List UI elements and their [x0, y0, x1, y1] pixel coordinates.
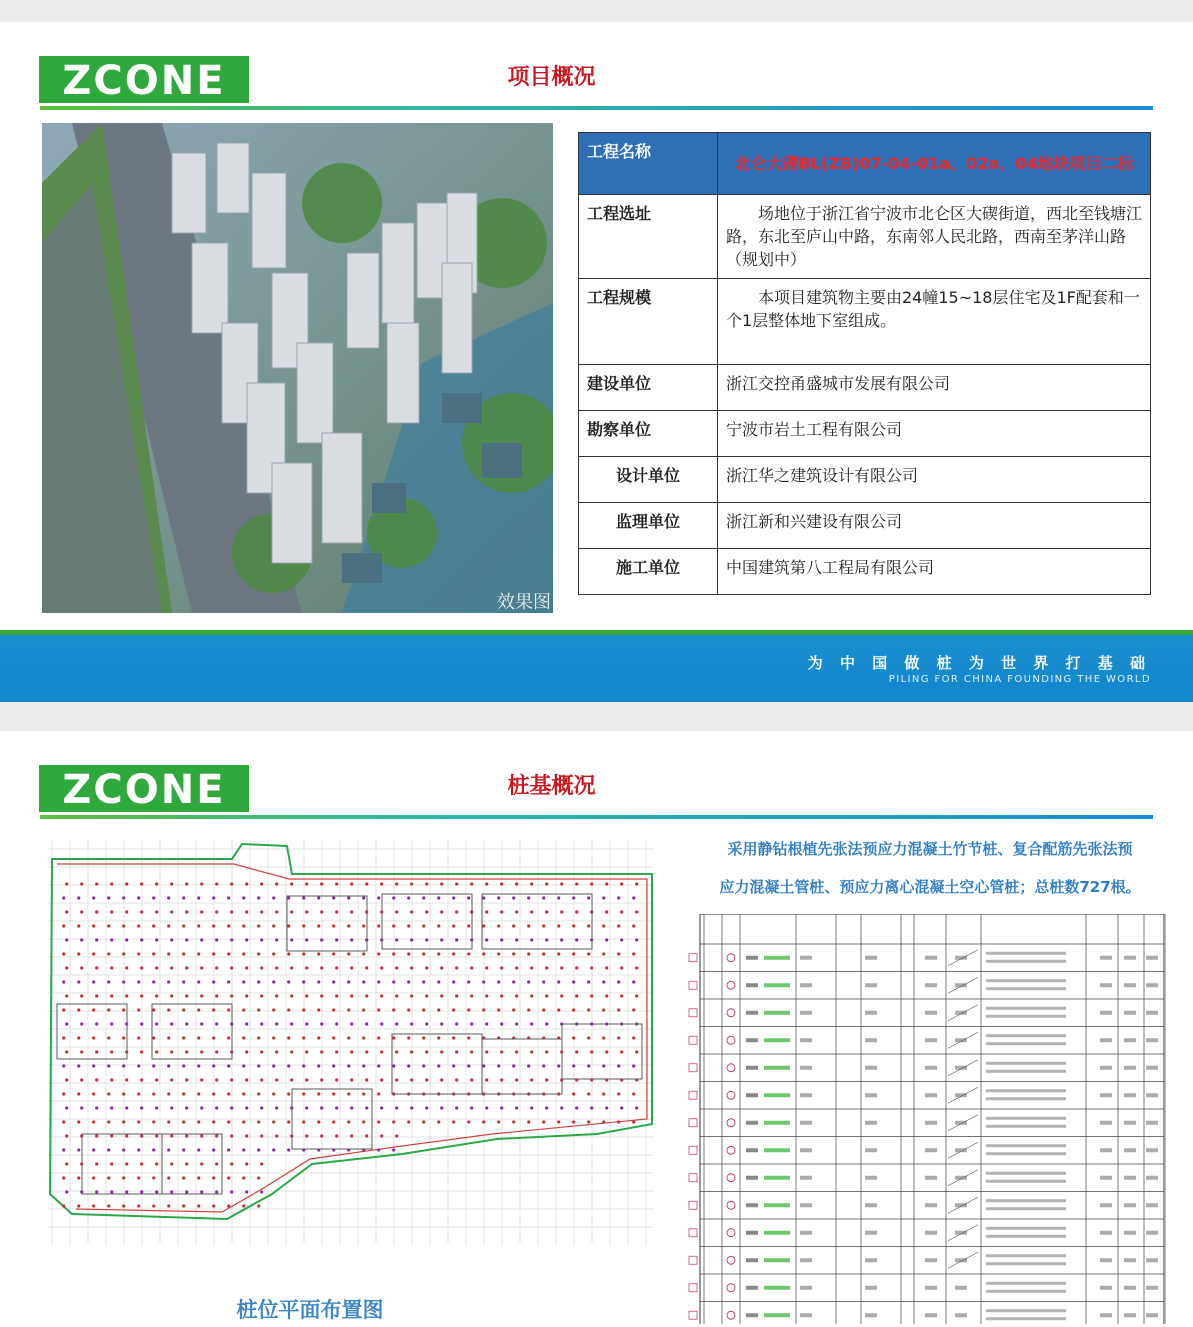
- slide-title: 项目概况: [507, 65, 596, 90]
- row-value: 北仑大碶BL(ZB)07-04-01a、02a、04地块项目二标: [718, 133, 1151, 195]
- row-value: 浙江新和兴建设有限公司: [718, 503, 1151, 549]
- row-value: 场地位于浙江省宁波市北仑区大碶街道，西北至钱塘江路，东北至庐山中路，东南邻人民北路，西南至茅洋山路（规划中）: [718, 195, 1151, 279]
- table-row: [579, 503, 1151, 549]
- row-value: 中国建筑第八工程局有限公司: [718, 549, 1151, 595]
- title-rule: [40, 106, 1153, 110]
- plan-caption: 桩位平面布置图: [236, 1298, 384, 1322]
- slide-project-overview: [0, 22, 1193, 702]
- slide-pile-overview: [0, 731, 1193, 1327]
- project-info-table: [578, 132, 1151, 595]
- table-row: [579, 133, 1151, 195]
- row-key: 建设单位: [579, 365, 718, 411]
- table-row: [579, 279, 1151, 365]
- pile-description-line2: 应力混凝土管桩、预应力离心混凝土空心管桩；总桩数727根。: [719, 878, 1141, 896]
- slogan-en: PILING FOR CHINA FOUNDING THE WORLD: [888, 674, 1151, 685]
- pile-layout-drawing: [42, 834, 660, 1254]
- row-value: 浙江交控甬盛城市发展有限公司: [718, 365, 1151, 411]
- table-row: [579, 457, 1151, 503]
- row-value: 本项目建筑物主要由24幢15~18层住宅及1F配套和一个1层整体地下室组成。: [718, 279, 1151, 365]
- slogan-band: [0, 630, 1193, 702]
- row-key: 监理单位: [579, 503, 718, 549]
- row-key: 设计单位: [579, 457, 718, 503]
- pile-description-line1: 采用静钻根植先张法预应力混凝土竹节桩、复合配筋先张法预: [727, 840, 1133, 858]
- pile-spec-table: [686, 914, 1166, 1324]
- row-value: 宁波市岩土工程有限公司: [718, 411, 1151, 457]
- row-key: 施工单位: [579, 549, 718, 595]
- table-row: [579, 195, 1151, 279]
- slogan-cn: 为 中 国 做 桩 为 世 界 打 基 础: [807, 654, 1151, 672]
- table-row: [579, 365, 1151, 411]
- slide-title: 桩基概况: [507, 774, 596, 799]
- row-key: 勘察单位: [579, 411, 718, 457]
- photo-watermark: 效果图: [497, 592, 551, 613]
- table-row: [579, 411, 1151, 457]
- svg-text:ZCONE: ZCONE: [62, 767, 226, 812]
- rendering-photo: [42, 123, 553, 613]
- title-rule: [40, 815, 1153, 819]
- svg-text:ZCONE: ZCONE: [62, 58, 226, 103]
- table-row: [579, 549, 1151, 595]
- row-key: 工程名称: [579, 133, 718, 195]
- row-value: 浙江华之建筑设计有限公司: [718, 457, 1151, 503]
- row-key: 工程选址: [579, 195, 718, 279]
- row-key: 工程规模: [579, 279, 718, 365]
